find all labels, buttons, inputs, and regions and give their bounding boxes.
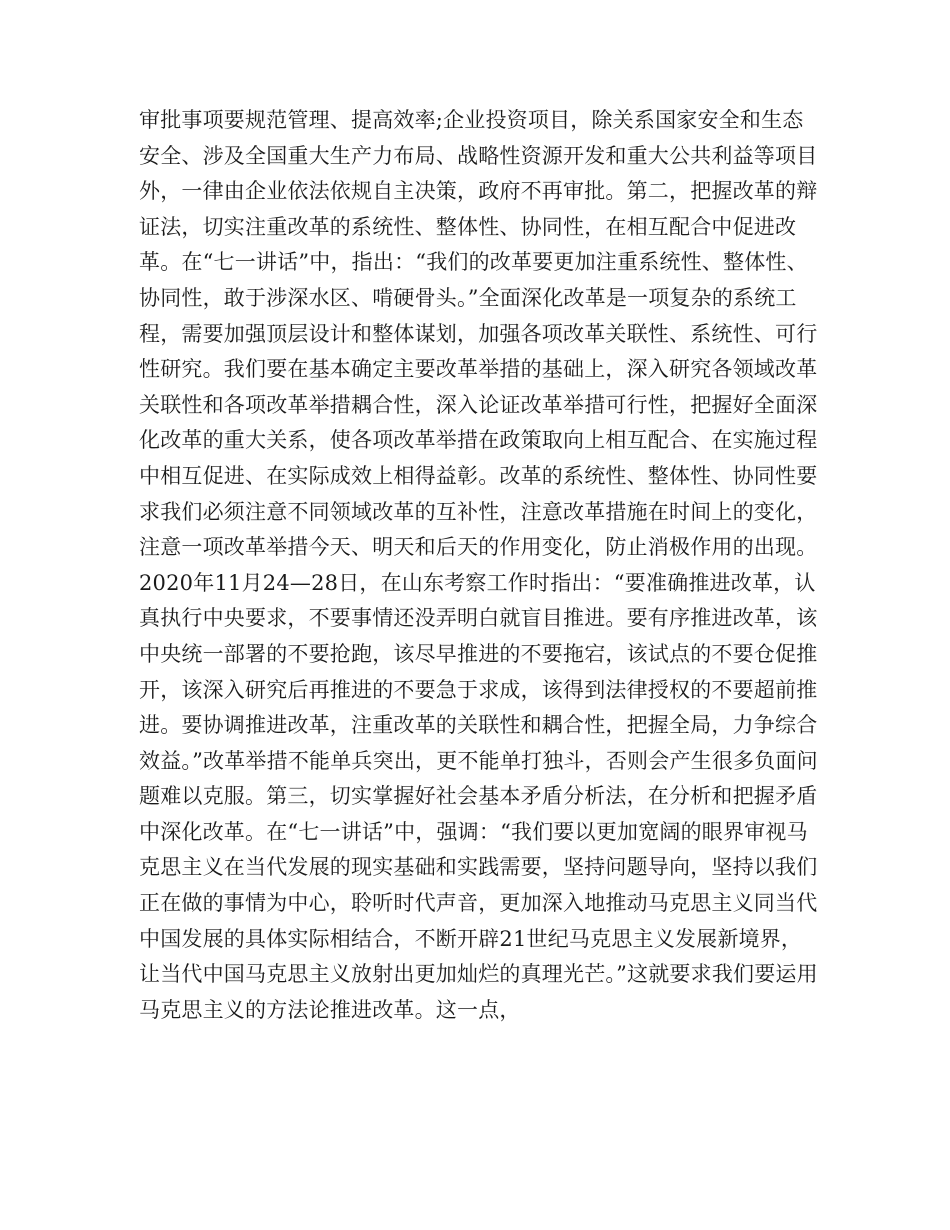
body-paragraph-1: 审批事项要规范管理、提高效率;企业投资项目，除关系国家安全和生态安全、涉及全国重大生产力布局、战略性资源开发和重大公共利益等项目外，一律由企业依法依规自主决策，政府不再审批。第二，把握改革的辩证法，切实注重改革的系统性、整体性、协同性，在相互配合中促进改革。在“七一讲话”中，指出：“我们的改革要更加注重系统性、整体性、协同性，敢于涉深水区、啃硬骨头。”全面深化改革是一项复杂的系统工程，需要加强顶层设计和整体谋划，加强各项改革关联性、系统性、可行性研究。我们要在基本确定主要改革举措的基础上，深入研究各领域改革关联性和各项改革举措耦合性，深入论证改革举措可行性，把握好全面深化改革的重大关系，使各项改革举措在政策取向上相互配合、在实施过程中相互促进、在实际成效上相得益彰。改革的系统性、整体性、协同性要求我们必须注意不同领域改革的互补性，注意改革措施在时间上的变化，注意一项改革举措今天、明天和后天的作用变化，防止消极作用的出现。 — [139, 108, 818, 560]
body-paragraph-2: 2020年11月24—28日，在山东考察工作时指出：“要准确推进改革，认真执行中央要求，不要事情还没弄明白就盲目推进。要有序推进改革，该中央统一部署的不要抢跑，该尽早推进的不要拖宕，该试点的不要仓促推开，该深入研究后再推进的不要急于求成，该得到法律授权的不要超前推进。要协调推进改革，注重改革的关联性和耦合性，把握全局，力争综合效益。”改革举措不能单兵突出，更不能单打独斗，否则会产生很多负面问题难以克服。第三，切实掌握好社会基本矛盾分析法，在分析和把握矛盾中深化改革。在“七一讲话”中，强调：“我们要以更加宽阔的眼界审视马克思主义在当代发展的现实基础和实践需要，坚持问题导向，坚持以我们正在做的事情为中心，聆听时代声音，更加深入地推动马克思主义同当代中国发展的具体实际相结合，不断开辟21世纪马克思主义发展新境界，让当代中国马克思主义放射出更加灿烂的真理光芒。”这就要求我们要运用马克思主义的方法论推进改革。这一点， — [139, 570, 818, 1022]
document-page — [139, 103, 821, 1028]
